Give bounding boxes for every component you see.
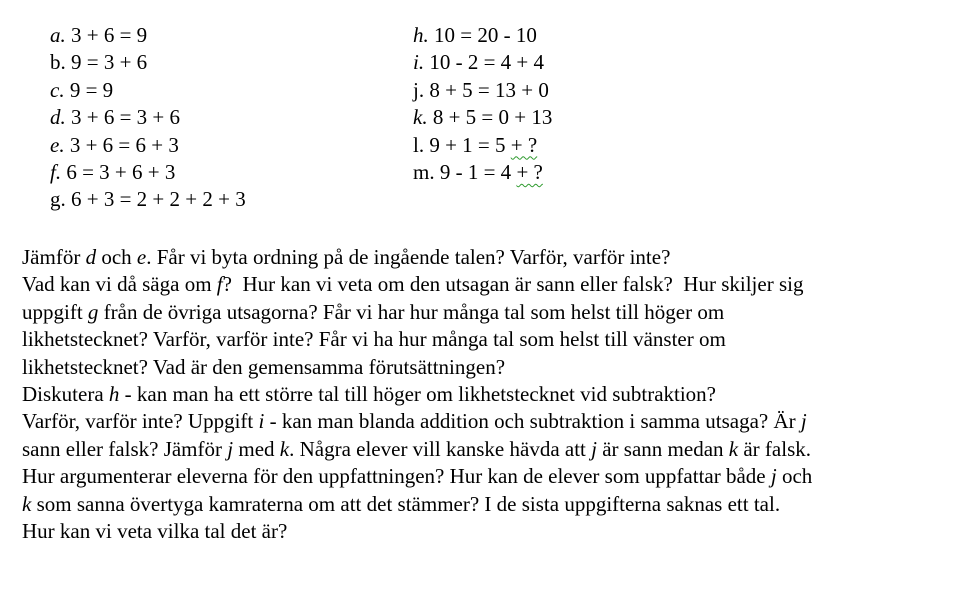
exercise-item <box>413 104 552 131</box>
exercise-letter: k. <box>413 105 428 130</box>
text-segment: Vad kan vi då säga om <box>22 272 217 297</box>
exercise-equation: 10 - 2 = 4 + 4 <box>424 50 545 75</box>
exercise-letter: a. <box>50 23 66 47</box>
exercise-item <box>50 159 246 186</box>
exercise-letter: j. <box>413 77 425 102</box>
text-segment: Varför, varför inte? Uppgift <box>22 409 259 434</box>
exercise-equation: 3 + 6 = 9 <box>65 23 148 47</box>
text-segment: . Får vi byta ordning på de ingående talen? Varför, varför inte? <box>146 245 671 269</box>
exercise-letter: c. <box>50 77 65 102</box>
exercise-letter: g. <box>50 187 66 212</box>
exercise-item <box>50 77 246 104</box>
discussion-line <box>22 436 962 463</box>
text-segment: Jämför <box>22 245 86 269</box>
discussion-line <box>22 491 962 518</box>
text-segment: uppgift <box>22 299 88 324</box>
text-segment: ? Hur kan vi veta om den utsagan är sann eller falsk? Hur skiljer sig <box>222 272 804 297</box>
discussion-line <box>22 381 962 408</box>
discussion-line <box>22 299 962 326</box>
exercise-list-right <box>413 22 552 186</box>
text-segment: är sann medan <box>596 436 729 461</box>
exercise-reference: j <box>227 436 234 461</box>
text-segment: Hur argumenterar eleverna för den uppfattningen? Hur kan de elever som uppfattar både <box>22 464 771 489</box>
text-segment: som sanna övertyga kamraterna om att det stämmer? I de sista uppgifterna saknas ett tal. <box>31 491 781 516</box>
exercise-equation: 9 - 1 = 4 <box>434 159 517 184</box>
exercise-letter: m. <box>413 159 435 184</box>
text-segment: Diskutera <box>22 381 109 406</box>
text-segment: Hur kan vi veta vilka tal det är? <box>22 518 288 543</box>
discussion-line <box>22 463 962 490</box>
exercise-letter: f. <box>50 159 62 184</box>
missing-term: + ? <box>510 132 538 157</box>
text-segment: - kan man ha ett större tal till höger om likhetstecknet vid subtraktion? <box>119 381 716 406</box>
text-segment: med <box>233 436 280 461</box>
exercise-equation: 8 + 5 = 0 + 13 <box>427 105 553 130</box>
exercise-reference: j <box>591 436 597 461</box>
exercise-equation: 9 = 3 + 6 <box>65 50 148 75</box>
exercise-reference: i <box>258 409 265 434</box>
exercise-reference: h <box>108 381 120 406</box>
exercise-list-left <box>50 22 246 214</box>
exercise-reference: k <box>279 436 290 461</box>
exercise-equation: 8 + 5 = 13 + 0 <box>424 77 549 102</box>
exercise-item <box>413 77 552 104</box>
exercise-equation: 6 + 3 = 2 + 2 + 2 + 3 <box>65 187 246 212</box>
exercise-item <box>50 22 246 49</box>
exercise-reference: f <box>216 272 223 297</box>
text-segment: är falsk. <box>738 436 811 461</box>
exercise-item <box>413 22 552 49</box>
exercise-reference: k <box>22 491 32 516</box>
discussion-paragraph <box>22 244 962 545</box>
exercise-reference: j <box>770 464 777 489</box>
text-segment: från de övriga utsagorna? Får vi har hur många tal som helst till höger om <box>98 299 725 324</box>
exercise-letter: i. <box>413 50 425 75</box>
text-segment: och <box>96 245 137 269</box>
exercise-equation: 3 + 6 = 6 + 3 <box>64 132 179 157</box>
exercise-letter: h. <box>413 23 429 47</box>
exercise-reference: d <box>85 245 97 269</box>
discussion-line <box>22 518 962 545</box>
exercise-item <box>50 132 246 159</box>
exercise-letter: l. <box>413 132 425 157</box>
text-segment: . Några elever vill kanske hävda att <box>289 436 592 461</box>
missing-term: + ? <box>516 159 543 184</box>
exercise-item <box>413 159 552 186</box>
discussion-line <box>22 354 962 381</box>
discussion-line <box>22 244 962 271</box>
exercise-reference: k <box>728 436 739 461</box>
text-segment: och <box>776 464 813 489</box>
exercise-item <box>50 104 246 131</box>
exercise-reference: e <box>136 245 147 269</box>
exercise-letter: e. <box>50 132 65 157</box>
text-segment: - kan man blanda addition och subtraktion i samma utsaga? Är <box>264 409 801 434</box>
discussion-line <box>22 408 962 435</box>
discussion-line <box>22 326 962 353</box>
text-segment: likhetstecknet? Vad är den gemensamma förutsättningen? <box>22 354 506 379</box>
exercise-reference: j <box>800 409 807 434</box>
exercise-item <box>413 132 552 159</box>
exercise-item <box>413 49 552 76</box>
exercise-equation: 6 = 3 + 6 + 3 <box>61 159 176 184</box>
exercise-reference: g <box>87 299 99 324</box>
exercise-item <box>50 49 246 76</box>
exercise-item <box>50 186 246 213</box>
exercise-letter: d. <box>50 105 66 130</box>
text-segment: likhetstecknet? Varför, varför inte? Får vi ha hur många tal som helst till vänster om <box>22 327 726 352</box>
discussion-line <box>22 271 962 298</box>
exercise-equation: 10 = 20 - 10 <box>428 23 537 47</box>
text-segment: sann eller falsk? Jämför <box>22 436 228 461</box>
exercise-equation: 3 + 6 = 3 + 6 <box>65 105 181 130</box>
exercise-letter: b. <box>50 50 66 75</box>
exercise-equation: 9 + 1 = 5 <box>424 132 511 157</box>
exercise-equation: 9 = 9 <box>64 77 114 102</box>
